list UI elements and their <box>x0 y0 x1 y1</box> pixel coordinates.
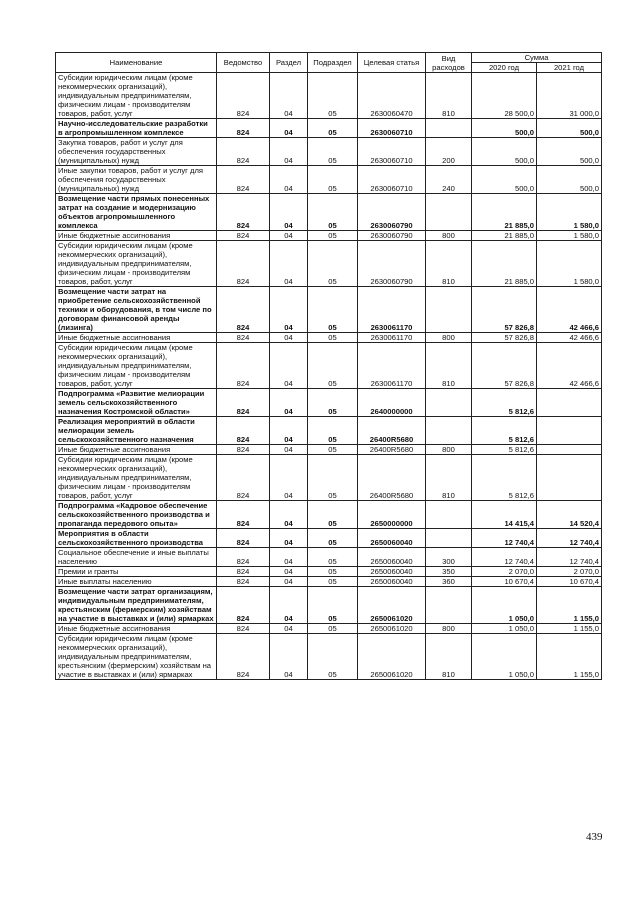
row-subsection: 05 <box>308 624 358 634</box>
row-sum-2021: 42 466,6 <box>537 343 602 389</box>
row-sum-2021: 1 580,0 <box>537 231 602 241</box>
row-section: 04 <box>270 587 308 624</box>
row-expense <box>426 287 472 333</box>
row-sum-2020: 500,0 <box>472 166 537 194</box>
budget-table-sheet <box>55 52 601 680</box>
row-section: 04 <box>270 241 308 287</box>
row-target: 2630060790 <box>358 231 426 241</box>
row-target: 2640000000 <box>358 389 426 417</box>
header-dept: Ведомство <box>217 53 270 73</box>
table-body <box>56 73 602 680</box>
table-row <box>56 119 602 138</box>
table-row <box>56 567 602 577</box>
row-sum-2020: 57 826,8 <box>472 333 537 343</box>
row-section: 04 <box>270 166 308 194</box>
row-subsection: 05 <box>308 634 358 680</box>
row-sum-2020: 500,0 <box>472 138 537 166</box>
row-sum-2020: 2 070,0 <box>472 567 537 577</box>
row-sum-2021: 31 000,0 <box>537 73 602 119</box>
row-target: 2650061020 <box>358 587 426 624</box>
row-dept: 824 <box>217 194 270 231</box>
row-sum-2020: 5 812,6 <box>472 445 537 455</box>
row-dept: 824 <box>217 166 270 194</box>
row-sum-2021 <box>537 417 602 445</box>
row-name: Субсидии юридическим лицам (кроме некоммерческих организаций), индивидуальным предпринимателям, физическим лицам - производителям товаров, работ, услуг <box>56 455 217 501</box>
row-name: Реализация мероприятий в области мелиорации земель сельскохозяйственного назначения <box>56 417 217 445</box>
row-subsection: 05 <box>308 119 358 138</box>
table-row <box>56 138 602 166</box>
row-target: 2630061170 <box>358 333 426 343</box>
row-subsection: 05 <box>308 231 358 241</box>
row-sum-2021: 1 155,0 <box>537 634 602 680</box>
row-target: 2630060790 <box>358 241 426 287</box>
row-name: Субсидии юридическим лицам (кроме некоммерческих организаций), индивидуальным предпринимателям, физическим лицам - производителям товаров, работ, услуг <box>56 343 217 389</box>
table-row <box>56 624 602 634</box>
row-section: 04 <box>270 624 308 634</box>
page-number: 439 <box>586 831 603 843</box>
row-subsection: 05 <box>308 287 358 333</box>
row-target: 2650061020 <box>358 624 426 634</box>
row-expense: 200 <box>426 138 472 166</box>
row-dept: 824 <box>217 343 270 389</box>
row-dept: 824 <box>217 333 270 343</box>
row-subsection: 05 <box>308 548 358 567</box>
table-row <box>56 529 602 548</box>
row-expense: 800 <box>426 333 472 343</box>
row-sum-2021: 1 155,0 <box>537 624 602 634</box>
table-row <box>56 455 602 501</box>
table-row <box>56 333 602 343</box>
row-name: Возмещение части затрат на приобретение сельскохозяйственной техники и оборудования, в том числе по договорам финансовой аренды (лизинга) <box>56 287 217 333</box>
row-target: 2630060710 <box>358 138 426 166</box>
row-section: 04 <box>270 138 308 166</box>
row-target: 2650060040 <box>358 577 426 587</box>
row-subsection: 05 <box>308 577 358 587</box>
row-target: 26400R5680 <box>358 445 426 455</box>
row-sum-2021: 42 466,6 <box>537 333 602 343</box>
row-dept: 824 <box>217 455 270 501</box>
row-sum-2020: 57 826,8 <box>472 343 537 389</box>
table-row <box>56 417 602 445</box>
row-dept: 824 <box>217 548 270 567</box>
row-target: 2650061020 <box>358 634 426 680</box>
row-subsection: 05 <box>308 194 358 231</box>
row-name: Субсидии юридическим лицам (кроме некоммерческих организаций), индивидуальным предпринимателям, физическим лицам - производителям товаров, работ, услуг <box>56 241 217 287</box>
row-name: Иные выплаты населению <box>56 577 217 587</box>
row-subsection: 05 <box>308 587 358 624</box>
row-sum-2020: 10 670,4 <box>472 577 537 587</box>
row-subsection: 05 <box>308 343 358 389</box>
row-sum-2021 <box>537 389 602 417</box>
row-sum-2020: 500,0 <box>472 119 537 138</box>
row-dept: 824 <box>217 119 270 138</box>
table-row <box>56 73 602 119</box>
row-name: Мероприятия в области сельскохозяйственного производства <box>56 529 217 548</box>
row-expense: 300 <box>426 548 472 567</box>
row-subsection: 05 <box>308 567 358 577</box>
row-target: 2630061170 <box>358 287 426 333</box>
row-name: Субсидии юридическим лицам (кроме некоммерческих организаций), индивидуальным предпринимателям, физическим лицам - производителям товаров, работ, услуг <box>56 73 217 119</box>
row-section: 04 <box>270 634 308 680</box>
row-sum-2021: 1 580,0 <box>537 241 602 287</box>
row-name: Социальное обеспечение и иные выплаты населению <box>56 548 217 567</box>
row-subsection: 05 <box>308 417 358 445</box>
header-expense: Вид расходов <box>426 53 472 73</box>
table-row <box>56 166 602 194</box>
header-name: Наименование <box>56 53 217 73</box>
row-sum-2021: 500,0 <box>537 119 602 138</box>
row-sum-2020: 28 500,0 <box>472 73 537 119</box>
row-subsection: 05 <box>308 333 358 343</box>
row-sum-2021: 1 580,0 <box>537 194 602 231</box>
table-row <box>56 501 602 529</box>
row-name: Иные бюджетные ассигнования <box>56 445 217 455</box>
row-sum-2020: 21 885,0 <box>472 194 537 231</box>
row-dept: 824 <box>217 231 270 241</box>
row-dept: 824 <box>217 417 270 445</box>
row-dept: 824 <box>217 634 270 680</box>
row-section: 04 <box>270 119 308 138</box>
row-sum-2021 <box>537 445 602 455</box>
row-name: Подпрограмма «Развитие мелиорации земель сельскохозяйственного назначения Костромской области» <box>56 389 217 417</box>
row-target: 26400R5680 <box>358 417 426 445</box>
row-expense: 810 <box>426 73 472 119</box>
row-name: Закупка товаров, работ и услуг для обеспечения государственных (муниципальных) нужд <box>56 138 217 166</box>
row-sum-2021: 1 155,0 <box>537 587 602 624</box>
row-subsection: 05 <box>308 501 358 529</box>
row-section: 04 <box>270 343 308 389</box>
row-name: Иные бюджетные ассигнования <box>56 624 217 634</box>
row-dept: 824 <box>217 445 270 455</box>
row-subsection: 05 <box>308 166 358 194</box>
row-section: 04 <box>270 445 308 455</box>
row-target: 2650060040 <box>358 548 426 567</box>
row-sum-2021: 12 740,4 <box>537 529 602 548</box>
header-sum: Сумма <box>472 53 602 63</box>
table-row <box>56 287 602 333</box>
table-header <box>56 53 602 73</box>
row-section: 04 <box>270 577 308 587</box>
row-expense <box>426 417 472 445</box>
row-sum-2020: 5 812,6 <box>472 389 537 417</box>
row-target: 26400R5680 <box>358 455 426 501</box>
row-section: 04 <box>270 73 308 119</box>
row-subsection: 05 <box>308 529 358 548</box>
row-sum-2020: 57 826,8 <box>472 287 537 333</box>
row-name: Подпрограмма «Кадровое обеспечение сельскохозяйственного производства и пропаганда передового опыта» <box>56 501 217 529</box>
row-target: 2650060040 <box>358 567 426 577</box>
row-sum-2020: 5 812,6 <box>472 417 537 445</box>
row-sum-2021: 42 466,6 <box>537 287 602 333</box>
row-expense: 810 <box>426 343 472 389</box>
row-expense: 810 <box>426 634 472 680</box>
row-name: Премии и гранты <box>56 567 217 577</box>
table-row <box>56 548 602 567</box>
header-subsection: Подраздел <box>308 53 358 73</box>
row-dept: 824 <box>217 624 270 634</box>
row-dept: 824 <box>217 241 270 287</box>
row-target: 2650000000 <box>358 501 426 529</box>
row-expense <box>426 194 472 231</box>
row-expense: 360 <box>426 577 472 587</box>
row-sum-2020: 1 050,0 <box>472 624 537 634</box>
row-target: 2650060040 <box>358 529 426 548</box>
row-sum-2021: 500,0 <box>537 166 602 194</box>
row-dept: 824 <box>217 389 270 417</box>
row-sum-2021 <box>537 455 602 501</box>
row-target: 2630060710 <box>358 119 426 138</box>
row-expense: 800 <box>426 445 472 455</box>
row-expense <box>426 587 472 624</box>
row-expense: 240 <box>426 166 472 194</box>
row-sum-2021: 2 070,0 <box>537 567 602 577</box>
budget-table <box>55 52 602 680</box>
row-subsection: 05 <box>308 455 358 501</box>
row-name: Иные закупки товаров, работ и услуг для обеспечения государственных (муниципальных) нужд <box>56 166 217 194</box>
row-sum-2020: 14 415,4 <box>472 501 537 529</box>
row-target: 2630060790 <box>358 194 426 231</box>
row-section: 04 <box>270 567 308 577</box>
row-section: 04 <box>270 548 308 567</box>
header-year-2021: 2021 год <box>537 63 602 73</box>
row-target: 2630060710 <box>358 166 426 194</box>
row-section: 04 <box>270 455 308 501</box>
table-row <box>56 634 602 680</box>
row-expense: 350 <box>426 567 472 577</box>
header-section: Раздел <box>270 53 308 73</box>
row-sum-2020: 1 050,0 <box>472 587 537 624</box>
row-section: 04 <box>270 501 308 529</box>
table-row <box>56 194 602 231</box>
row-dept: 824 <box>217 577 270 587</box>
table-row <box>56 577 602 587</box>
row-section: 04 <box>270 333 308 343</box>
row-subsection: 05 <box>308 73 358 119</box>
row-dept: 824 <box>217 138 270 166</box>
table-row <box>56 587 602 624</box>
row-target: 2630061170 <box>358 343 426 389</box>
row-expense <box>426 119 472 138</box>
row-dept: 824 <box>217 287 270 333</box>
table-row <box>56 445 602 455</box>
row-section: 04 <box>270 417 308 445</box>
row-name: Иные бюджетные ассигнования <box>56 333 217 343</box>
row-dept: 824 <box>217 567 270 577</box>
row-sum-2020: 21 885,0 <box>472 231 537 241</box>
row-expense: 810 <box>426 455 472 501</box>
table-row <box>56 343 602 389</box>
table-row <box>56 241 602 287</box>
row-subsection: 05 <box>308 241 358 287</box>
row-section: 04 <box>270 389 308 417</box>
row-target: 2630060470 <box>358 73 426 119</box>
row-dept: 824 <box>217 73 270 119</box>
table-row <box>56 231 602 241</box>
row-section: 04 <box>270 194 308 231</box>
row-sum-2020: 5 812,6 <box>472 455 537 501</box>
row-section: 04 <box>270 231 308 241</box>
row-name: Субсидии юридическим лицам (кроме некоммерческих организаций), индивидуальным предпринимателям, крестьянским (фермерским) хозяйствам на участие в выставках и (или) ярмарках <box>56 634 217 680</box>
row-subsection: 05 <box>308 389 358 417</box>
header-year-2020: 2020 год <box>472 63 537 73</box>
row-sum-2020: 1 050,0 <box>472 634 537 680</box>
row-section: 04 <box>270 529 308 548</box>
row-name: Иные бюджетные ассигнования <box>56 231 217 241</box>
row-expense <box>426 501 472 529</box>
table-row <box>56 389 602 417</box>
row-sum-2021: 12 740,4 <box>537 548 602 567</box>
row-dept: 824 <box>217 587 270 624</box>
row-sum-2021: 500,0 <box>537 138 602 166</box>
row-sum-2021: 14 520,4 <box>537 501 602 529</box>
row-subsection: 05 <box>308 138 358 166</box>
row-name: Научно-исследовательские разработки в агропромышленном комплексе <box>56 119 217 138</box>
row-expense: 800 <box>426 231 472 241</box>
header-target: Целевая статья <box>358 53 426 73</box>
row-name: Возмещение части затрат организациям, индивидуальным предпринимателям, крестьянским (фермерским) хозяйствам на участие в выставках и (или) ярмарках <box>56 587 217 624</box>
row-dept: 824 <box>217 501 270 529</box>
row-expense: 800 <box>426 624 472 634</box>
row-sum-2020: 21 885,0 <box>472 241 537 287</box>
row-dept: 824 <box>217 529 270 548</box>
row-sum-2020: 12 740,4 <box>472 548 537 567</box>
row-sum-2020: 12 740,4 <box>472 529 537 548</box>
row-expense: 810 <box>426 241 472 287</box>
row-expense <box>426 529 472 548</box>
row-name: Возмещение части прямых понесенных затрат на создание и модернизацию объектов агропромышленного комплекса <box>56 194 217 231</box>
row-expense <box>426 389 472 417</box>
row-sum-2021: 10 670,4 <box>537 577 602 587</box>
row-subsection: 05 <box>308 445 358 455</box>
row-section: 04 <box>270 287 308 333</box>
